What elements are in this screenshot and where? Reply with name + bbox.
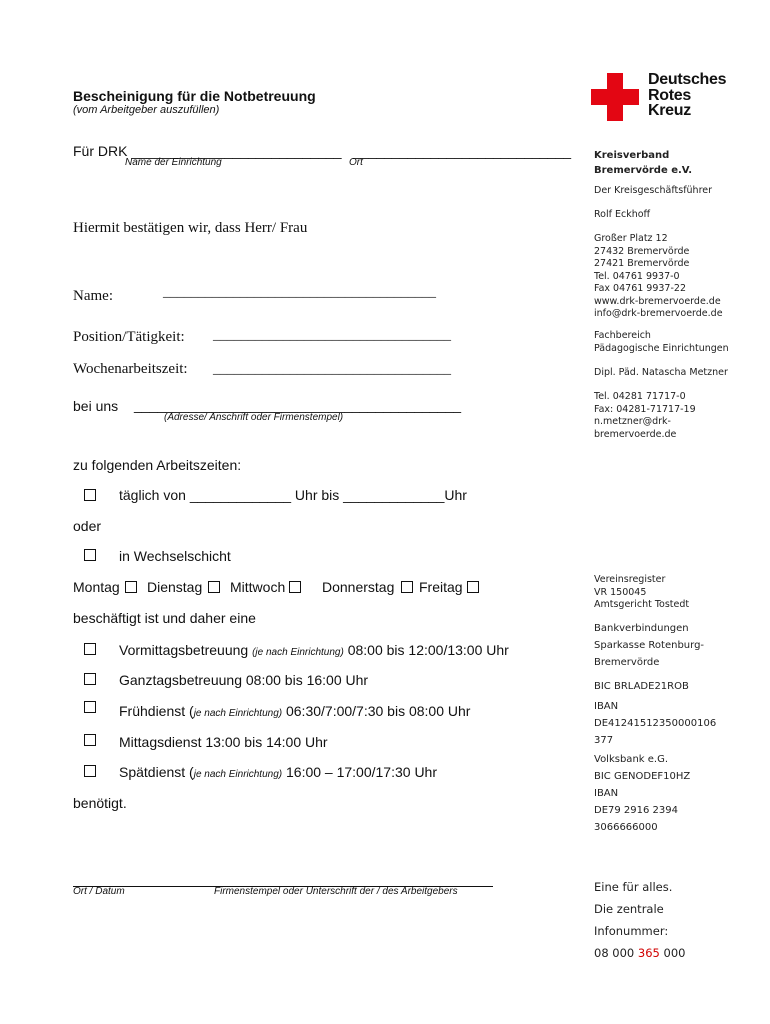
ganztag-checkbox[interactable]	[84, 673, 96, 685]
position-label: Position/Tätigkeit:	[73, 329, 185, 345]
freitag-checkbox[interactable]	[467, 581, 479, 593]
beiuns-label: bei uns	[73, 398, 119, 414]
ort-field[interactable]: ____________________________	[353, 143, 572, 159]
info-phone-number: 08 000 365 000	[594, 946, 686, 960]
wochenarbeitszeit-field[interactable]: __________________________________	[213, 362, 451, 377]
ort-caption: Ort	[349, 157, 363, 168]
day-donnerstag: Donnerstag	[322, 579, 395, 595]
donnerstag-checkbox[interactable]	[401, 581, 413, 593]
sidebar-bank: Bankverbindungen Sparkasse Rotenburg- Bremervörde	[594, 623, 705, 668]
sidebar-contact: Tel. 04281 71717-0 Fax: 04281-71717-19 n.metzner@drk- bremervoerde.de	[594, 391, 696, 440]
vormittag-checkbox[interactable]	[84, 643, 96, 655]
spaetdienst-checkbox[interactable]	[84, 765, 96, 777]
montag-checkbox[interactable]	[125, 581, 137, 593]
confirm-text: Hiermit bestätigen wir, dass Herr/ Frau	[73, 220, 308, 236]
beiuns-field[interactable]: __________________________________________	[134, 397, 462, 413]
taeglich-text[interactable]: täglich von _____________ Uhr bis _____________Uhr	[119, 487, 467, 503]
sidebar-slogan: Eine für alles. Die zentrale Infonummer: 08 000 365 000	[594, 876, 685, 964]
red-cross-logo-icon	[591, 73, 639, 121]
page-title: Bescheinigung für die Notbetreuung	[73, 88, 316, 104]
sidebar-role: Der Kreisgeschäftsführer	[594, 185, 713, 196]
sidebar-fachbereich: Fachbereich Pädagogische Einrichtungen	[594, 330, 729, 354]
fuer-drk-field[interactable]: Für DRK ___________________________	[73, 143, 342, 159]
day-dienstag: Dienstag	[147, 579, 203, 595]
wechselschicht-checkbox[interactable]	[84, 549, 96, 561]
arbeitszeiten-heading: zu folgenden Arbeitszeiten:	[73, 457, 242, 473]
sidebar-bic1: BIC BRLADE21ROB	[594, 681, 689, 692]
mittwoch-checkbox[interactable]	[289, 581, 301, 593]
unterschrift-caption: Firmenstempel oder Unterschrift der / des Arbeitgebers	[214, 886, 458, 897]
name-label: Name:	[73, 288, 113, 304]
name-field[interactable]: _______________________________________	[163, 285, 436, 300]
fruehdienst-checkbox[interactable]	[84, 701, 96, 713]
ganztag-item: Ganztagsbetreuung 08:00 bis 16:00 Uhr	[119, 672, 369, 688]
betreuung-heading: beschäftigt ist und daher eine	[73, 610, 256, 626]
mittagsdienst-item: Mittagsdienst 13:00 bis 14:00 Uhr	[119, 734, 328, 750]
logo-text: Deutsches Rotes Kreuz	[648, 71, 727, 119]
beiuns-caption: (Adresse/ Anschrift oder Firmenstempel)	[164, 412, 344, 423]
day-mittwoch: Mittwoch	[230, 579, 286, 595]
spaetdienst-item: Spätdienst (je nach Einrichtung) 16:00 – 17:00/17:30 Uhr	[119, 764, 438, 780]
dienstag-checkbox[interactable]	[208, 581, 220, 593]
taeglich-checkbox[interactable]	[84, 489, 96, 501]
day-montag: Montag	[73, 579, 120, 595]
wochenarbeitszeit-label: Wochenarbeitszeit:	[73, 361, 188, 377]
sidebar-person: Rolf Eckhoff	[594, 209, 651, 220]
sidebar-volksbank: Volksbank e.G. BIC GENODEF10HZ IBAN DE79 2916 2394 3066666000	[594, 754, 691, 833]
vormittag-item: Vormittagsbetreuung (je nach Einrichtung) 08:00 bis 12:00/13:00 Uhr	[119, 642, 509, 658]
sidebar-register: Vereinsregister VR 150045 Amtsgericht Tostedt	[594, 574, 690, 610]
oder-text: oder	[73, 518, 102, 534]
fruehdienst-item: Frühdienst (je nach Einrichtung) 06:30/7:00/7:30 bis 08:00 Uhr	[119, 703, 471, 719]
sidebar-iban1: IBAN DE41241512350000106 377	[594, 701, 717, 746]
ort-datum-caption: Ort / Datum	[73, 886, 125, 897]
day-freitag: Freitag	[419, 579, 463, 595]
wechselschicht-text: in Wechselschicht	[119, 548, 231, 564]
einrichtung-caption: Name der Einrichtung	[125, 157, 222, 168]
position-field[interactable]: __________________________________	[213, 328, 451, 343]
sidebar-contact-person: Dipl. Päd. Natascha Metzner	[594, 367, 728, 378]
sidebar-org: Kreisverband Bremervörde e.V.	[594, 150, 693, 176]
page-subtitle: (vom Arbeitgeber auszufüllen)	[73, 104, 220, 116]
benoetigt-text: benötigt.	[73, 795, 127, 811]
sidebar-address: Großer Platz 12 27432 Bremervörde 27421 Bremervörde Tel. 04761 9937-0 Fax 04761 9937-22 www.drk-bremervoerde.de info@drk-bremervoerde.de	[594, 233, 723, 319]
mittagsdienst-checkbox[interactable]	[84, 734, 96, 746]
